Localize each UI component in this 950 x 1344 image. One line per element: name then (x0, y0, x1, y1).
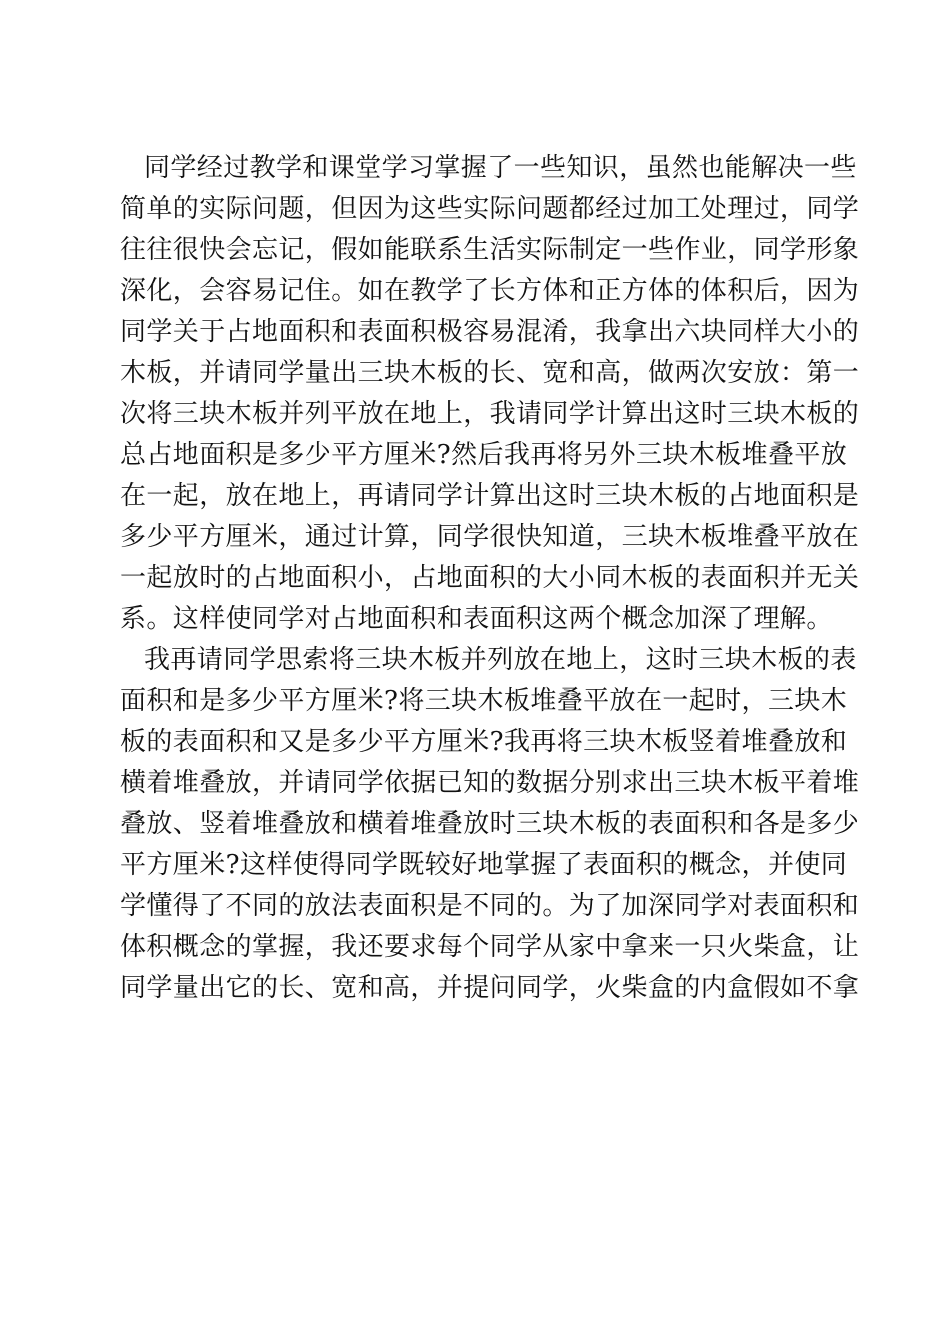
text-line: 我再请同学思索将三块木板并列放在地上，这时三块木板的表 (144, 645, 857, 675)
text-line: 体积概念的掌握，我还要求每个同学从家中拿来一只火柴盒，让 (120, 932, 860, 962)
text-line: 木板，并请同学量出三块木板的长、宽和高，做两次安放：第一 (120, 358, 860, 388)
text-line: 在一起，放在地上，再请同学计算出这时三块木板的占地面积是 (120, 481, 860, 511)
text-line: 同学关于占地面积和表面积极容易混淆，我拿出六块同样大小的 (120, 317, 860, 347)
text-line: 学懂得了不同的放法表面积是不同的。为了加深同学对表面积和 (120, 891, 860, 921)
text-line: 次将三块木板并列平放在地上，我请同学计算出这时三块木板的 (120, 399, 860, 429)
body-text (120, 148, 860, 1009)
text-line: 简单的实际问题，但因为这些实际问题都经过加工处理过，同学 (120, 194, 860, 224)
text-line: 系。这样使同学对占地面积和表面积这两个概念加深了理解。 (120, 604, 833, 634)
text-line: 板的表面积和又是多少平方厘米?我再将三块木板竖着堆叠放和 (120, 727, 848, 757)
text-line: 同学量出它的长、宽和高，并提问同学，火柴盒的内盒假如不拿 (120, 973, 860, 1003)
text-line: 叠放、竖着堆叠放和横着堆叠放时三块木板的表面积和各是多少 (120, 809, 860, 839)
text-line: 横着堆叠放，并请同学依据已知的数据分别求出三块木板平着堆 (120, 768, 860, 798)
text-line: 平方厘米?这样使得同学既较好地掌握了表面积的概念，并使同 (120, 850, 848, 880)
text-line: 一起放时的占地面积小，占地面积的大小同木板的表面积并无关 (120, 563, 860, 593)
text-line: 总占地面积是多少平方厘米?然后我再将另外三块木板堆叠平放 (120, 440, 848, 470)
text-line: 同学经过教学和课堂学习掌握了一些知识，虽然也能解决一些 (144, 153, 857, 183)
text-line: 多少平方厘米，通过计算，同学很快知道，三块木板堆叠平放在 (120, 522, 860, 552)
text-line: 深化，会容易记住。如在教学了长方体和正方体的体积后，因为 (120, 276, 860, 306)
text-line: 往往很快会忘记，假如能联系生活实际制定一些作业，同学形象 (120, 235, 860, 265)
text-line: 面积和是多少平方厘米?将三块木板堆叠平放在一起时，三块木 (120, 686, 848, 716)
paragraph-2 (120, 640, 860, 1009)
paragraph-1 (120, 148, 860, 640)
